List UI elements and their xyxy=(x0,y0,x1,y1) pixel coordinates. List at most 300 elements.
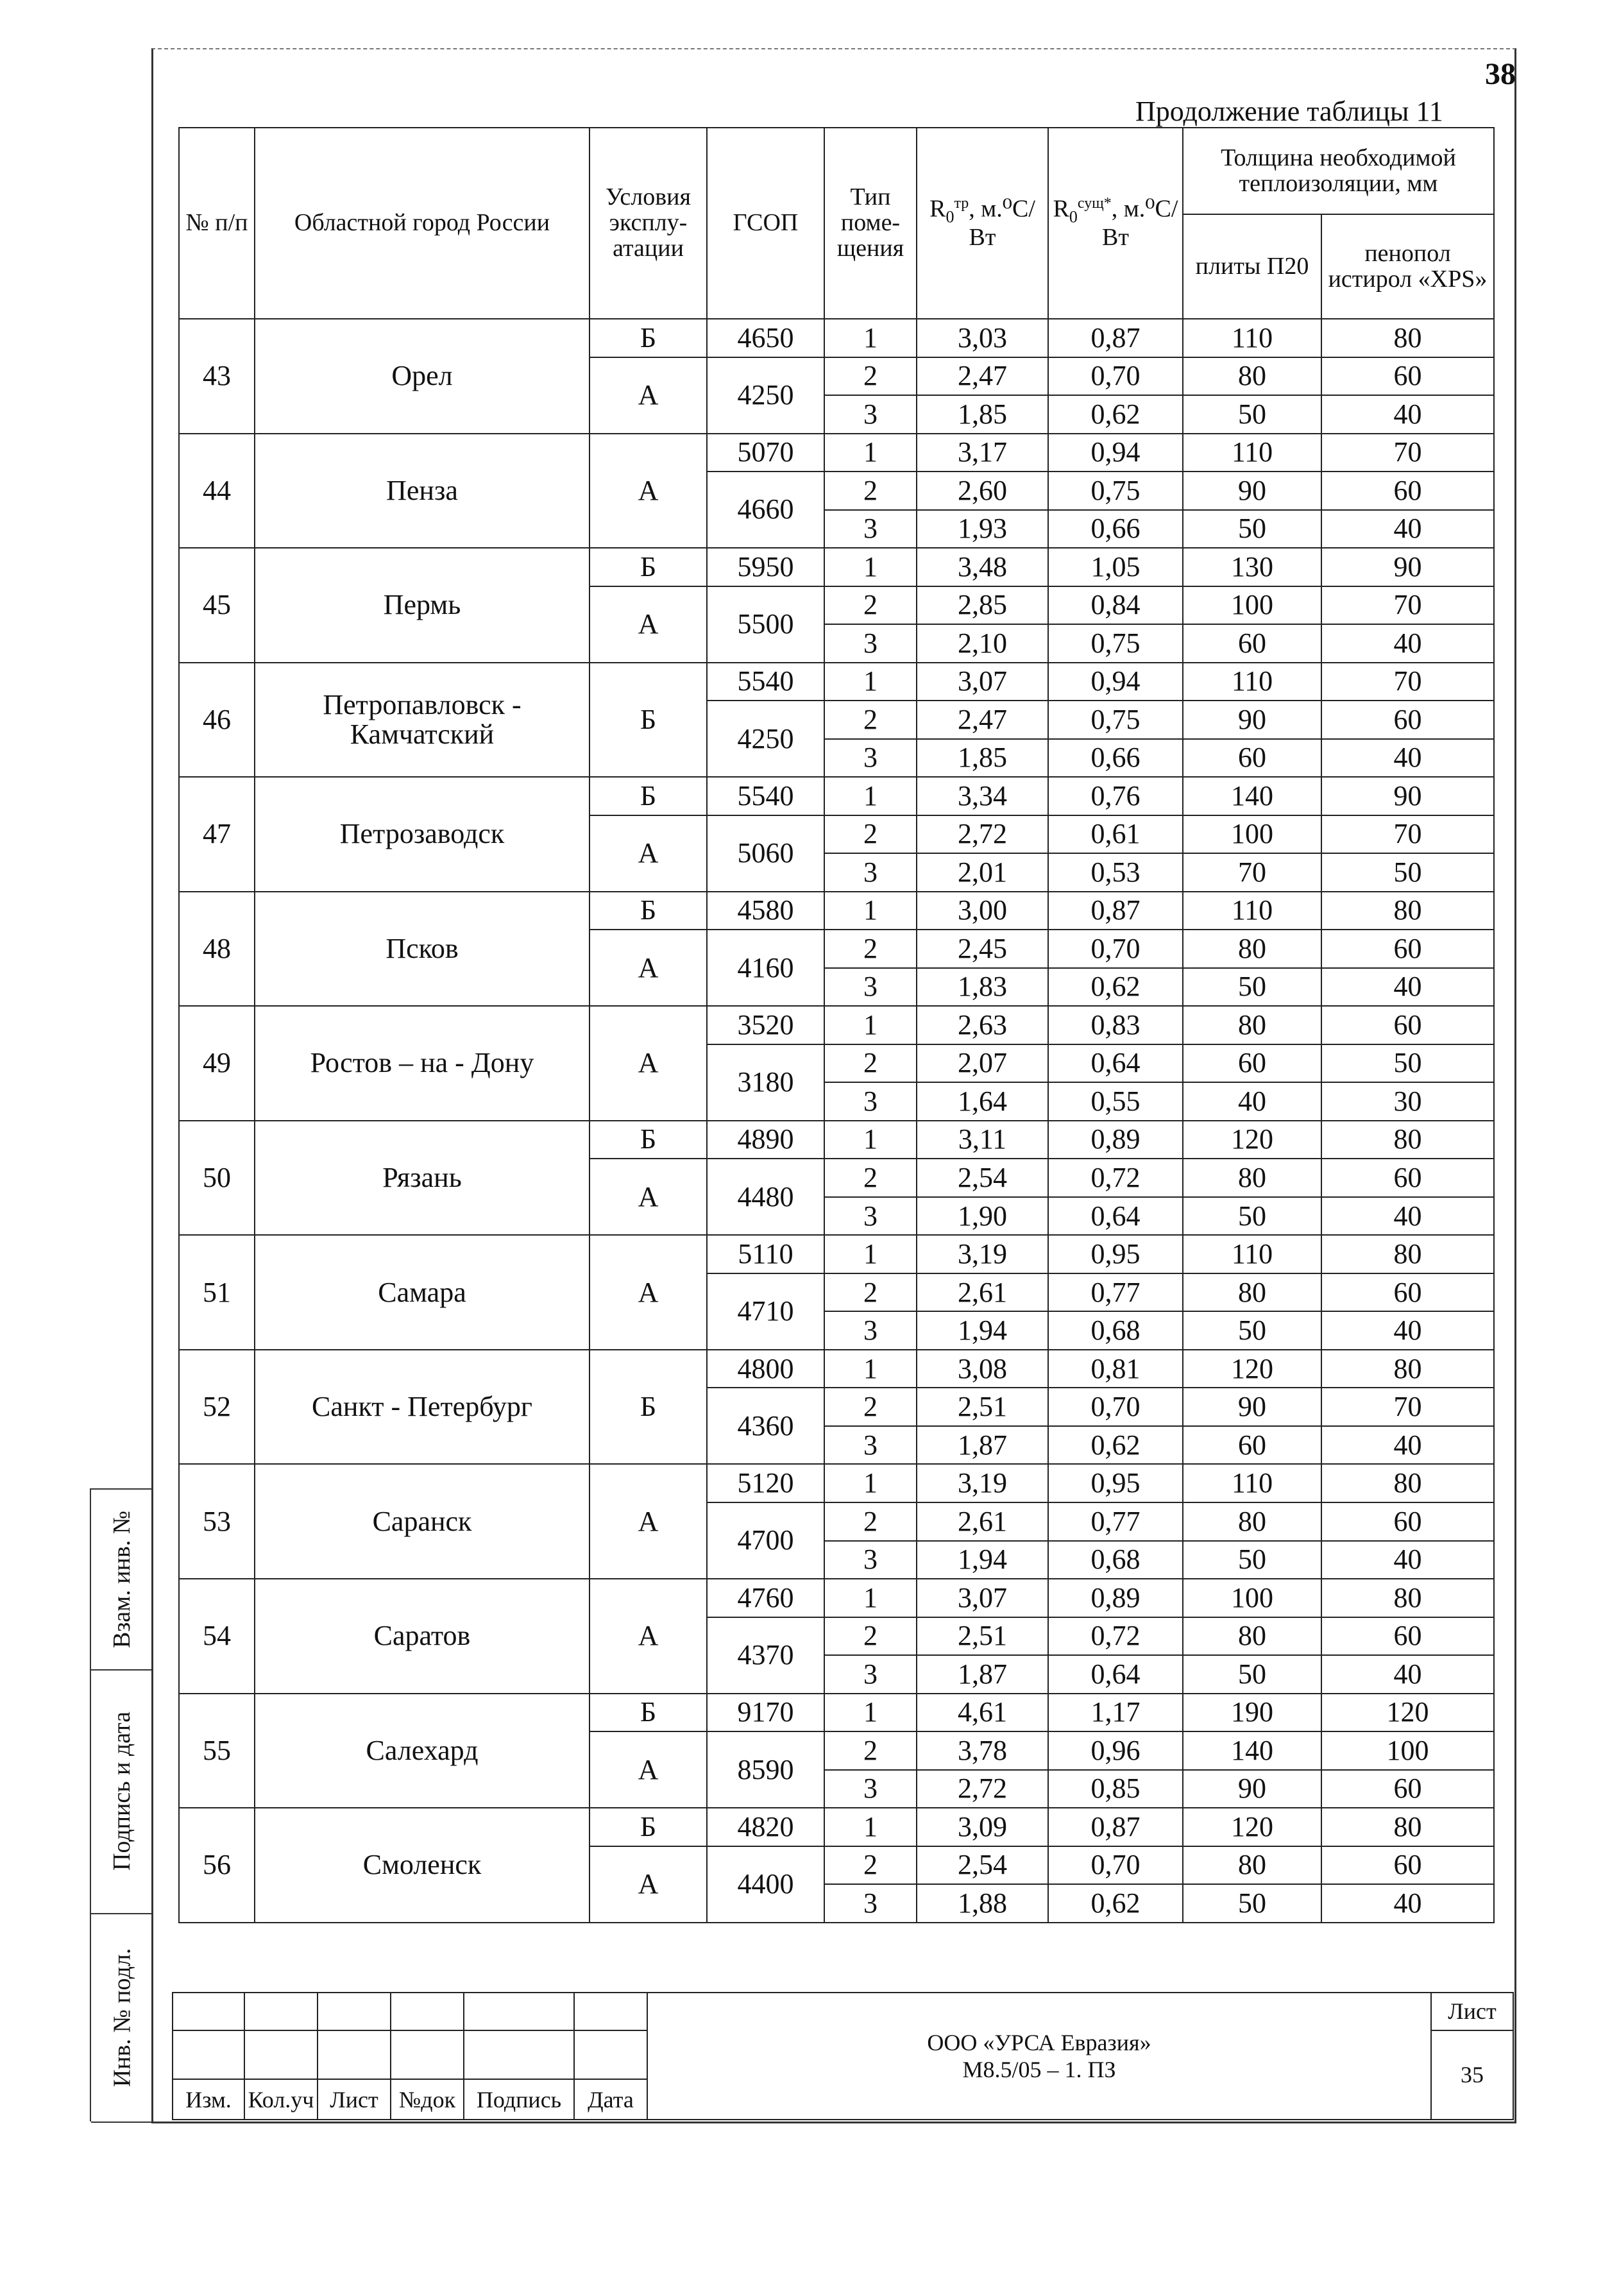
row-xps: 70 xyxy=(1321,434,1494,472)
row-r-required: 3,03 xyxy=(917,319,1048,357)
row-conditions: А xyxy=(589,1731,707,1808)
row-xps: 60 xyxy=(1321,1617,1494,1656)
table-row xyxy=(179,1808,1494,1846)
row-r-required: 2,45 xyxy=(917,930,1048,968)
row-plates-p20: 50 xyxy=(1183,1197,1321,1236)
row-r-actual: 0,96 xyxy=(1048,1731,1183,1770)
row-room-type: 3 xyxy=(824,1311,917,1350)
row-plates-p20: 90 xyxy=(1183,1388,1321,1426)
row-r-required: 3,17 xyxy=(917,434,1048,472)
row-room-type: 1 xyxy=(824,1464,917,1502)
row-plates-p20: 60 xyxy=(1183,739,1321,778)
row-number: 43 xyxy=(179,319,255,434)
row-plates-p20: 110 xyxy=(1183,1464,1321,1502)
header-r-required: $R_0^{тр}$, м.⁰C/Вт xyxy=(917,128,1048,319)
row-plates-p20: 60 xyxy=(1183,1426,1321,1465)
row-number: 49 xyxy=(179,1006,255,1121)
row-r-required: 2,47 xyxy=(917,357,1048,396)
row-room-type: 2 xyxy=(824,701,917,739)
row-gsop: 4250 xyxy=(707,701,824,777)
row-plates-p20: 40 xyxy=(1183,1082,1321,1121)
row-gsop: 4710 xyxy=(707,1273,824,1350)
row-conditions: Б xyxy=(589,1808,707,1846)
row-room-type: 1 xyxy=(824,892,917,930)
row-number: 48 xyxy=(179,892,255,1007)
header-r-actual: $R_0^{сущ*}$, м.⁰C/Вт xyxy=(1048,128,1183,319)
row-room-type: 1 xyxy=(824,1808,917,1846)
table-row xyxy=(179,663,1494,701)
side-label-vzam-inv: Взам. инв. № xyxy=(91,1490,153,1671)
row-gsop: 5060 xyxy=(707,815,824,892)
table-row xyxy=(179,892,1494,930)
row-room-type: 1 xyxy=(824,434,917,472)
row-plates-p20: 50 xyxy=(1183,968,1321,1007)
row-plates-p20: 80 xyxy=(1183,1006,1321,1044)
row-xps: 40 xyxy=(1321,739,1494,778)
row-city: Пенза xyxy=(255,434,589,548)
table-row xyxy=(179,1235,1494,1273)
row-city: Петрозаводск xyxy=(255,777,589,892)
row-plates-p20: 100 xyxy=(1183,1579,1321,1617)
row-conditions: Б xyxy=(589,548,707,586)
row-xps: 70 xyxy=(1321,815,1494,854)
row-xps: 80 xyxy=(1321,319,1494,357)
header-conditions: Условия эксплу-атации xyxy=(589,128,707,319)
row-city: Саратов xyxy=(255,1579,589,1694)
row-xps: 60 xyxy=(1321,930,1494,968)
row-plates-p20: 120 xyxy=(1183,1808,1321,1846)
row-r-actual: 0,55 xyxy=(1048,1082,1183,1121)
stamp-col-podpis: Подпись xyxy=(464,2079,574,2120)
row-plates-p20: 50 xyxy=(1183,1655,1321,1694)
header-gsop: ГСОП xyxy=(707,128,824,319)
row-plates-p20: 70 xyxy=(1183,853,1321,892)
side-label-inv-podl: Инв. № подл. xyxy=(91,1913,153,2123)
row-room-type: 2 xyxy=(824,1044,917,1083)
row-conditions: А xyxy=(589,815,707,892)
title-block-sheet-label: Лист xyxy=(1431,1993,1513,2030)
table-continuation-caption: Продолжение таблицы 11 xyxy=(1135,96,1443,127)
row-r-actual: 0,64 xyxy=(1048,1197,1183,1236)
title-block-company: ООО «УРСА Евразия» М8.5/05 – 1. ПЗ xyxy=(647,1993,1431,2120)
row-plates-p20: 80 xyxy=(1183,357,1321,396)
row-number: 45 xyxy=(179,548,255,663)
row-number: 55 xyxy=(179,1694,255,1808)
row-conditions: А xyxy=(589,930,707,1006)
row-xps: 60 xyxy=(1321,1846,1494,1885)
row-gsop: 3180 xyxy=(707,1044,824,1121)
row-xps: 40 xyxy=(1321,968,1494,1007)
row-plates-p20: 50 xyxy=(1183,395,1321,434)
row-r-actual: 0,94 xyxy=(1048,434,1183,472)
row-r-required: 2,63 xyxy=(917,1006,1048,1044)
row-plates-p20: 80 xyxy=(1183,1273,1321,1312)
row-r-actual: 0,62 xyxy=(1048,1426,1183,1465)
row-room-type: 1 xyxy=(824,1579,917,1617)
row-gsop: 5540 xyxy=(707,663,824,701)
row-r-actual: 0,87 xyxy=(1048,892,1183,930)
row-xps: 40 xyxy=(1321,1541,1494,1579)
row-gsop: 5950 xyxy=(707,548,824,586)
row-gsop: 5540 xyxy=(707,777,824,815)
row-r-required: 2,60 xyxy=(917,472,1048,510)
row-r-actual: 0,75 xyxy=(1048,472,1183,510)
header-room-type: Тип поме-щения xyxy=(824,128,917,319)
row-r-actual: 1,17 xyxy=(1048,1694,1183,1732)
row-plates-p20: 110 xyxy=(1183,319,1321,357)
row-room-type: 1 xyxy=(824,548,917,586)
row-xps: 80 xyxy=(1321,892,1494,930)
row-plates-p20: 80 xyxy=(1183,1617,1321,1656)
row-room-type: 3 xyxy=(824,1770,917,1808)
row-gsop: 4660 xyxy=(707,472,824,548)
row-xps: 60 xyxy=(1321,701,1494,739)
table-row xyxy=(179,1579,1494,1617)
row-r-actual: 0,83 xyxy=(1048,1006,1183,1044)
row-r-actual: 0,68 xyxy=(1048,1541,1183,1579)
row-xps: 80 xyxy=(1321,1350,1494,1388)
row-r-actual: 0,77 xyxy=(1048,1502,1183,1541)
row-number: 56 xyxy=(179,1808,255,1923)
table-row xyxy=(179,1464,1494,1502)
row-plates-p20: 110 xyxy=(1183,434,1321,472)
header-plates-p20: плиты П20 xyxy=(1183,214,1321,319)
row-plates-p20: 80 xyxy=(1183,1846,1321,1885)
row-r-required: 3,19 xyxy=(917,1464,1048,1502)
row-conditions: Б xyxy=(589,1121,707,1159)
stamp-col-kol-uch: Кол.уч xyxy=(244,2079,318,2120)
row-plates-p20: 120 xyxy=(1183,1121,1321,1159)
row-room-type: 2 xyxy=(824,1502,917,1541)
row-room-type: 3 xyxy=(824,853,917,892)
row-xps: 60 xyxy=(1321,357,1494,396)
row-plates-p20: 80 xyxy=(1183,1159,1321,1197)
row-xps: 70 xyxy=(1321,586,1494,625)
row-r-actual: 0,94 xyxy=(1048,663,1183,701)
row-city: Смоленск xyxy=(255,1808,589,1923)
row-plates-p20: 110 xyxy=(1183,892,1321,930)
row-xps: 40 xyxy=(1321,1311,1494,1350)
row-gsop: 5500 xyxy=(707,586,824,663)
row-conditions: Б xyxy=(589,1350,707,1465)
row-r-required: 3,34 xyxy=(917,777,1048,815)
row-city: Пермь xyxy=(255,548,589,663)
table-row xyxy=(179,1350,1494,1388)
row-gsop: 4580 xyxy=(707,892,824,930)
row-xps: 40 xyxy=(1321,624,1494,663)
table-row xyxy=(179,1694,1494,1732)
stamp-col-ndok: №док xyxy=(391,2079,464,2120)
row-xps: 60 xyxy=(1321,1770,1494,1808)
row-conditions: А xyxy=(589,357,707,434)
row-r-required: 1,88 xyxy=(917,1884,1048,1923)
row-r-actual: 0,62 xyxy=(1048,395,1183,434)
row-room-type: 2 xyxy=(824,1731,917,1770)
row-room-type: 1 xyxy=(824,663,917,701)
row-xps: 90 xyxy=(1321,777,1494,815)
row-number: 46 xyxy=(179,663,255,778)
row-number: 54 xyxy=(179,1579,255,1694)
row-r-required: 1,83 xyxy=(917,968,1048,1007)
row-r-required: 2,47 xyxy=(917,701,1048,739)
row-r-actual: 0,70 xyxy=(1048,1388,1183,1426)
row-room-type: 3 xyxy=(824,1082,917,1121)
row-room-type: 1 xyxy=(824,777,917,815)
row-gsop: 4480 xyxy=(707,1159,824,1235)
row-room-type: 3 xyxy=(824,968,917,1007)
row-r-actual: 0,70 xyxy=(1048,357,1183,396)
row-room-type: 2 xyxy=(824,1159,917,1197)
row-r-actual: 0,84 xyxy=(1048,586,1183,625)
stamp-col-izm: Изм. xyxy=(173,2079,244,2120)
row-room-type: 2 xyxy=(824,1617,917,1656)
stamp-col-data: Дата xyxy=(574,2079,647,2120)
row-r-required: 2,10 xyxy=(917,624,1048,663)
row-plates-p20: 50 xyxy=(1183,1541,1321,1579)
row-r-actual: 0,70 xyxy=(1048,930,1183,968)
row-plates-p20: 50 xyxy=(1183,510,1321,548)
row-xps: 40 xyxy=(1321,1655,1494,1694)
row-xps: 80 xyxy=(1321,1579,1494,1617)
row-r-actual: 0,75 xyxy=(1048,701,1183,739)
row-plates-p20: 110 xyxy=(1183,1235,1321,1273)
row-r-required: 3,11 xyxy=(917,1121,1048,1159)
row-r-required: 1,94 xyxy=(917,1541,1048,1579)
row-gsop: 4820 xyxy=(707,1808,824,1846)
row-r-required: 2,07 xyxy=(917,1044,1048,1083)
row-plates-p20: 90 xyxy=(1183,472,1321,510)
row-xps: 80 xyxy=(1321,1121,1494,1159)
row-gsop: 4360 xyxy=(707,1388,824,1464)
row-room-type: 3 xyxy=(824,1426,917,1465)
row-r-actual: 0,89 xyxy=(1048,1579,1183,1617)
row-xps: 120 xyxy=(1321,1694,1494,1732)
row-number: 47 xyxy=(179,777,255,892)
row-xps: 100 xyxy=(1321,1731,1494,1770)
row-conditions: Б xyxy=(589,1694,707,1732)
row-gsop: 4760 xyxy=(707,1579,824,1617)
row-city: Саранск xyxy=(255,1464,589,1579)
row-room-type: 1 xyxy=(824,1121,917,1159)
row-conditions: А xyxy=(589,1159,707,1235)
row-room-type: 2 xyxy=(824,930,917,968)
row-room-type: 1 xyxy=(824,1694,917,1732)
row-r-required: 2,54 xyxy=(917,1846,1048,1885)
header-num: № п/п xyxy=(179,128,255,319)
row-room-type: 3 xyxy=(824,1884,917,1923)
row-city: Самара xyxy=(255,1235,589,1350)
header-thickness: Толщина необходимой теплоизоляции, мм xyxy=(1183,128,1494,214)
row-plates-p20: 60 xyxy=(1183,1044,1321,1083)
row-gsop: 4370 xyxy=(707,1617,824,1694)
row-r-required: 1,85 xyxy=(917,395,1048,434)
row-room-type: 2 xyxy=(824,357,917,396)
row-r-actual: 0,64 xyxy=(1048,1655,1183,1694)
row-xps: 40 xyxy=(1321,510,1494,548)
row-conditions: Б xyxy=(589,892,707,930)
table-row xyxy=(179,548,1494,586)
row-r-actual: 0,70 xyxy=(1048,1846,1183,1885)
row-r-required: 1,64 xyxy=(917,1082,1048,1121)
row-xps: 40 xyxy=(1321,1884,1494,1923)
row-gsop: 3520 xyxy=(707,1006,824,1044)
row-number: 53 xyxy=(179,1464,255,1579)
table-row xyxy=(179,1006,1494,1044)
row-gsop: 8590 xyxy=(707,1731,824,1808)
row-plates-p20: 190 xyxy=(1183,1694,1321,1732)
row-plates-p20: 80 xyxy=(1183,1502,1321,1541)
row-r-actual: 0,61 xyxy=(1048,815,1183,854)
row-gsop: 9170 xyxy=(707,1694,824,1732)
row-conditions: А xyxy=(589,1235,707,1350)
row-r-actual: 0,75 xyxy=(1048,624,1183,663)
row-r-required: 2,61 xyxy=(917,1502,1048,1541)
row-r-actual: 0,87 xyxy=(1048,319,1183,357)
row-xps: 80 xyxy=(1321,1808,1494,1846)
row-plates-p20: 90 xyxy=(1183,1770,1321,1808)
table-row xyxy=(179,434,1494,472)
row-r-required: 2,85 xyxy=(917,586,1048,625)
row-xps: 70 xyxy=(1321,1388,1494,1426)
header-xps: пенопол истирол «XPS» xyxy=(1321,214,1494,319)
row-plates-p20: 120 xyxy=(1183,1350,1321,1388)
row-r-required: 4,61 xyxy=(917,1694,1048,1732)
row-plates-p20: 130 xyxy=(1183,548,1321,586)
row-plates-p20: 50 xyxy=(1183,1311,1321,1350)
row-r-required: 3,48 xyxy=(917,548,1048,586)
page-number: 38 xyxy=(1485,57,1516,91)
row-r-actual: 0,95 xyxy=(1048,1464,1183,1502)
row-number: 51 xyxy=(179,1235,255,1350)
row-room-type: 1 xyxy=(824,319,917,357)
row-room-type: 3 xyxy=(824,624,917,663)
row-room-type: 1 xyxy=(824,1006,917,1044)
row-r-actual: 0,66 xyxy=(1048,510,1183,548)
row-xps: 40 xyxy=(1321,1426,1494,1465)
row-plates-p20: 100 xyxy=(1183,586,1321,625)
row-xps: 60 xyxy=(1321,1006,1494,1044)
row-r-required: 2,51 xyxy=(917,1388,1048,1426)
row-r-required: 3,00 xyxy=(917,892,1048,930)
row-conditions: А xyxy=(589,434,707,548)
row-xps: 40 xyxy=(1321,1197,1494,1236)
row-r-required: 2,61 xyxy=(917,1273,1048,1312)
row-r-required: 1,85 xyxy=(917,739,1048,778)
row-room-type: 1 xyxy=(824,1350,917,1388)
row-r-required: 1,87 xyxy=(917,1426,1048,1465)
row-plates-p20: 110 xyxy=(1183,663,1321,701)
row-gsop: 5070 xyxy=(707,434,824,472)
row-xps: 60 xyxy=(1321,1273,1494,1312)
row-r-actual: 1,05 xyxy=(1048,548,1183,586)
row-number: 50 xyxy=(179,1121,255,1236)
row-xps: 60 xyxy=(1321,472,1494,510)
row-city: Ростов – на - Дону xyxy=(255,1006,589,1121)
row-plates-p20: 140 xyxy=(1183,1731,1321,1770)
row-r-actual: 0,53 xyxy=(1048,853,1183,892)
row-r-required: 1,93 xyxy=(917,510,1048,548)
row-gsop: 4890 xyxy=(707,1121,824,1159)
row-gsop: 5110 xyxy=(707,1235,824,1273)
row-city: Псков xyxy=(255,892,589,1007)
row-room-type: 2 xyxy=(824,1846,917,1885)
row-city: Салехард xyxy=(255,1694,589,1808)
row-xps: 50 xyxy=(1321,853,1494,892)
row-r-required: 2,72 xyxy=(917,815,1048,854)
row-plates-p20: 90 xyxy=(1183,701,1321,739)
header-city: Областной город России xyxy=(255,128,589,319)
table-row xyxy=(179,319,1494,357)
row-r-required: 3,07 xyxy=(917,1579,1048,1617)
row-r-actual: 0,68 xyxy=(1048,1311,1183,1350)
row-room-type: 2 xyxy=(824,586,917,625)
row-gsop: 4400 xyxy=(707,1846,824,1923)
row-room-type: 2 xyxy=(824,1388,917,1426)
row-xps: 80 xyxy=(1321,1464,1494,1502)
row-xps: 30 xyxy=(1321,1082,1494,1121)
row-conditions: А xyxy=(589,586,707,663)
row-plates-p20: 50 xyxy=(1183,1884,1321,1923)
row-number: 52 xyxy=(179,1350,255,1465)
side-stamp xyxy=(90,1488,153,2122)
table-row xyxy=(179,1121,1494,1159)
row-r-required: 3,08 xyxy=(917,1350,1048,1388)
side-label-podpis-data: Подпись и дата xyxy=(91,1669,153,1914)
row-r-actual: 0,81 xyxy=(1048,1350,1183,1388)
row-xps: 80 xyxy=(1321,1235,1494,1273)
row-xps: 40 xyxy=(1321,395,1494,434)
row-room-type: 1 xyxy=(824,1235,917,1273)
row-gsop: 4800 xyxy=(707,1350,824,1388)
row-r-required: 2,51 xyxy=(917,1617,1048,1656)
row-r-required: 3,78 xyxy=(917,1731,1048,1770)
table-row xyxy=(179,777,1494,815)
row-gsop: 5120 xyxy=(707,1464,824,1502)
row-city: Санкт - Петербург xyxy=(255,1350,589,1465)
row-r-required: 1,94 xyxy=(917,1311,1048,1350)
row-plates-p20: 60 xyxy=(1183,624,1321,663)
row-r-required: 3,07 xyxy=(917,663,1048,701)
row-city: Рязань xyxy=(255,1121,589,1236)
row-r-actual: 0,66 xyxy=(1048,739,1183,778)
row-plates-p20: 80 xyxy=(1183,930,1321,968)
row-city: Петропавловск - Камчатский xyxy=(255,663,589,778)
row-conditions: А xyxy=(589,1579,707,1694)
title-block xyxy=(172,1992,1514,2120)
row-xps: 60 xyxy=(1321,1159,1494,1197)
row-gsop: 4650 xyxy=(707,319,824,357)
row-room-type: 3 xyxy=(824,739,917,778)
row-conditions: Б xyxy=(589,777,707,815)
row-r-required: 1,90 xyxy=(917,1197,1048,1236)
row-r-required: 2,54 xyxy=(917,1159,1048,1197)
row-conditions: А xyxy=(589,1464,707,1579)
row-number: 44 xyxy=(179,434,255,548)
insulation-table xyxy=(178,127,1495,1923)
row-r-required: 2,01 xyxy=(917,853,1048,892)
row-room-type: 2 xyxy=(824,815,917,854)
row-r-actual: 0,95 xyxy=(1048,1235,1183,1273)
row-r-actual: 0,89 xyxy=(1048,1121,1183,1159)
row-r-actual: 0,77 xyxy=(1048,1273,1183,1312)
row-plates-p20: 100 xyxy=(1183,815,1321,854)
row-gsop: 4250 xyxy=(707,357,824,434)
row-xps: 90 xyxy=(1321,548,1494,586)
row-room-type: 2 xyxy=(824,1273,917,1312)
row-r-required: 1,87 xyxy=(917,1655,1048,1694)
row-r-actual: 0,85 xyxy=(1048,1770,1183,1808)
row-room-type: 3 xyxy=(824,395,917,434)
